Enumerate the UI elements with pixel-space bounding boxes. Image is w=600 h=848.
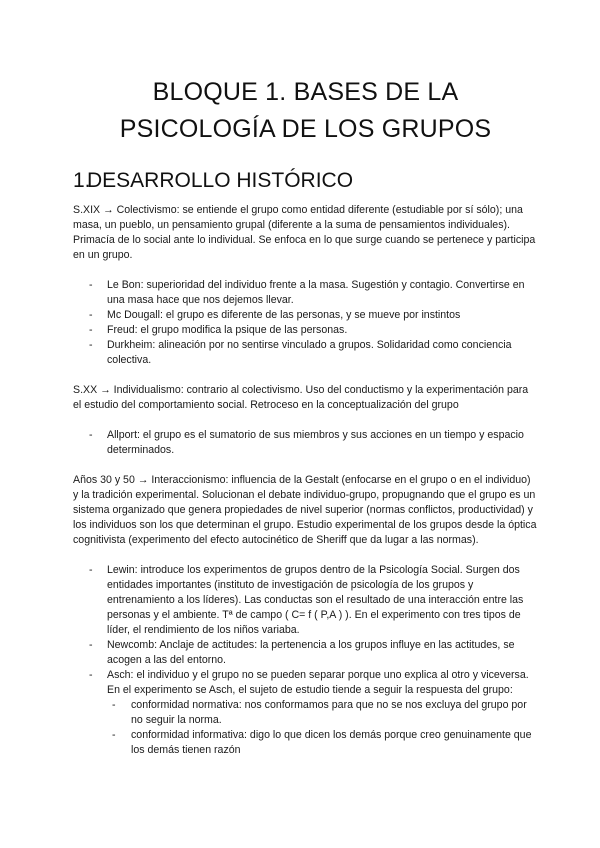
list-item: - Mc Dougall: el grupo es diferente de las personas, y se mueve por instintos <box>89 309 461 321</box>
section-heading-text: DESARROLLO HISTÓRICO <box>87 169 354 192</box>
list-colectivismo <box>73 278 538 368</box>
paragraph-colectivismo: S.XIX → Colectivismo: se entiende el grupo como entidad diferente (estudiable por sí sólo); una masa, un pueblo, un pensamiento grupal (diferente a la suma de pensamientos individuales). Primacía de lo social ante lo individual. Se enfoca en lo que surge cuando se pertenece y participa en un grupo. <box>73 204 536 261</box>
dash-bullet: - <box>89 564 93 576</box>
section-number: 1. <box>73 169 91 192</box>
list-item: - Freud: el grupo modifica la psique de las personas. <box>89 324 348 336</box>
list-item: - Lewin: introduce los experimentos de grupos dentro de la Psicología Social. Surgen dos entidades importantes (instituto de investigación de psicología de los grupos y entrenamiento a los líderes). Las conductas son el resultado de una interacción entre las personas y el ambiente. Tª de campo ( C= f ( P,A ) ). En el experimento con tres tipos de líder, el rendimiento de los niños variaba. <box>89 564 524 636</box>
dash-bullet: - <box>89 324 93 336</box>
dash-bullet: - <box>89 429 93 441</box>
list-item: - Asch: el individuo y el grupo no se pueden separar porque uno explica al otro y viceversa. En el experimento se Asch, el sujeto de estudio tiende a seguir la respuesta del grupo: - conformidad normativa: nos conformamos para que no se nos excluya del grupo por no seguir la norma. - conformidad informativa: digo lo que dicen los demás porque creo genuinamente que los demás tienen razón <box>73 668 538 758</box>
sublist-item: - conformidad informativa: digo lo que dicen los demás porque creo genuinamente que los demás tienen razón <box>112 729 532 756</box>
page-title: BLOQUE 1. BASES DE LA PSICOLOGÍA DE LOS GRUPOS <box>119 78 492 143</box>
dash-bullet: - <box>89 309 93 321</box>
dash-bullet: - <box>89 669 93 681</box>
asch-sublist <box>107 698 538 758</box>
list-item: - Allport: el grupo es el sumatorio de sus miembros y sus acciones en un tiempo y espacio determinados. <box>89 429 524 456</box>
list-interaccionismo <box>73 563 538 758</box>
paragraph-interaccionismo: Años 30 y 50 → Interaccionismo: influencia de la Gestalt (enfocarse en el grupo o en el individuo) y la tradición experimental. Solucionan el debate individuo-grupo, propugnando que el grupo es un sistema organizado que genera propiedades de nivel superior (normas conflictos, productividad) y los individuos son los que determinan el grupo. Estudio experimental de los grupos desde la óptica cognitivista (experimento del efecto autocinético de Sheriff que da lugar a las normas). <box>73 474 537 546</box>
list-individualismo <box>73 428 538 458</box>
sublist-item: - conformidad normativa: nos conformamos para que no se nos excluya del grupo por no seguir la norma. <box>112 699 527 726</box>
list-item: - Newcomb: Anclaje de actitudes: la pertenencia a los grupos influye en las actitudes, se acogen a las del entorno. <box>89 639 515 666</box>
list-item: - Le Bon: superioridad del individuo frente a la masa. Sugestión y contagio. Convertirse en una masa hace que nos dejemos llevar. <box>89 279 525 306</box>
dash-bullet: - <box>89 639 93 651</box>
dash-bullet: - <box>89 339 93 351</box>
dash-bullet: - <box>112 699 116 711</box>
list-item: - Durkheim: alineación por no sentirse vinculado a grupos. Solidaridad como conciencia colectiva. <box>89 339 512 366</box>
section-heading <box>73 168 538 194</box>
dash-bullet: - <box>112 729 116 741</box>
paragraph-individualismo: S.XX → Individualismo: contrario al colectivismo. Uso del conductismo y la experimentación para el estudio del comportamiento social. Retroceso en la conceptualización del grupo <box>73 384 529 411</box>
dash-bullet: - <box>89 279 93 291</box>
